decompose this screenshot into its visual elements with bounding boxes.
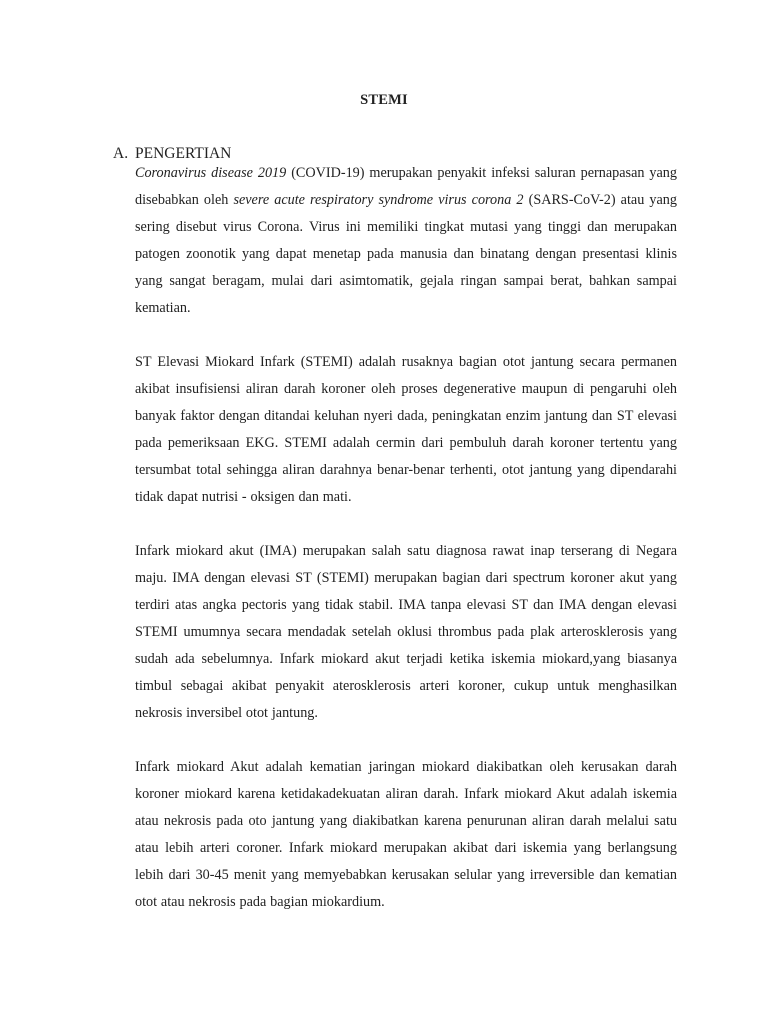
section-body xyxy=(135,160,677,943)
paragraph-text-italic: severe acute respiratory syndrome virus corona 2 xyxy=(233,192,524,208)
section-letter: A. xyxy=(113,145,129,162)
paragraph-infark-akut xyxy=(135,754,677,916)
paragraph-text: (SARS-CoV-2) atau yang sering disebut virus Corona. Virus ini memiliki tingkat mutasi yang tinggi dan merupakan patogen zoonotik yang dapat menetap pada manusia dan binatang dengan presentasi klinis yang sangat beragam, mulai dari asimtomatik, gejala ringan sampai berat, bahkan sampai kematian. xyxy=(135,192,677,316)
paragraph-text: Infark miokard akut (IMA) merupakan salah satu diagnosa rawat inap terserang di Negara maju. IMA dengan elevasi ST (STEMI) merupakan bagian dari spectrum koroner akut yang terdiri atas angka pectoris yang tidak stabil. IMA tanpa elevasi ST dan IMA dengan elevasi STEMI umumnya secara mendadak setelah oklusi thrombus pada plak arterosklerosis yang sudah ada sebelumnya. Infark miokard akut terjadi ketika iskemia miokard,yang biasanya timbul sebagai akibat penyakit aterosklerosis arteri koroner, cukup untuk menghasilkan nekrosis inversibel otot jantung. xyxy=(135,543,677,721)
paragraph-stemi-definition xyxy=(135,349,677,511)
section-heading-text: PENGERTIAN xyxy=(135,145,232,162)
paragraph-text: Infark miokard Akut adalah kematian jaringan miokard diakibatkan oleh kerusakan darah koroner miokard karena ketidakadekuatan aliran darah. Infark miokard Akut adalah iskemia atau nekrosis pada oto jantung yang diakibatkan karena penurunan aliran darah melalui satu atau lebih arteri coroner. Infark miokard merupakan akibat dari iskemia yang berlangsung lebih dari 30-45 menit yang memyebabkan kerusakan selular yang irreversible dan kematian otot atau nekrosis pada bagian miokardium. xyxy=(135,759,677,910)
paragraph-text: (COVID-19) merupakan penyakit infeksi saluran pernapasan yang disebabkan oleh xyxy=(135,165,677,208)
paragraph-ima xyxy=(135,538,677,727)
paragraph-text: ST Elevasi Miokard Infark (STEMI) adalah rusaknya bagian otot jantung secara permanen akibat insufisiensi aliran darah koroner oleh proses degenerative maupun di pengaruhi oleh banyak faktor dengan ditandai keluhan nyeri dada, peningkatan enzim jantung dan ST elevasi pada pemeriksaan EKG. STEMI adalah cermin dari pembuluh darah koroner tertentu yang tersumbat total sehingga aliran darahnya benar-benar terhenti, otot jantung yang dipendarahi tidak dapat nutrisi - oksigen dan mati. xyxy=(135,354,677,505)
paragraph-covid xyxy=(135,160,677,322)
paragraph-text-italic: Coronavirus disease 2019 xyxy=(135,165,287,181)
document-title: STEMI xyxy=(360,92,408,108)
